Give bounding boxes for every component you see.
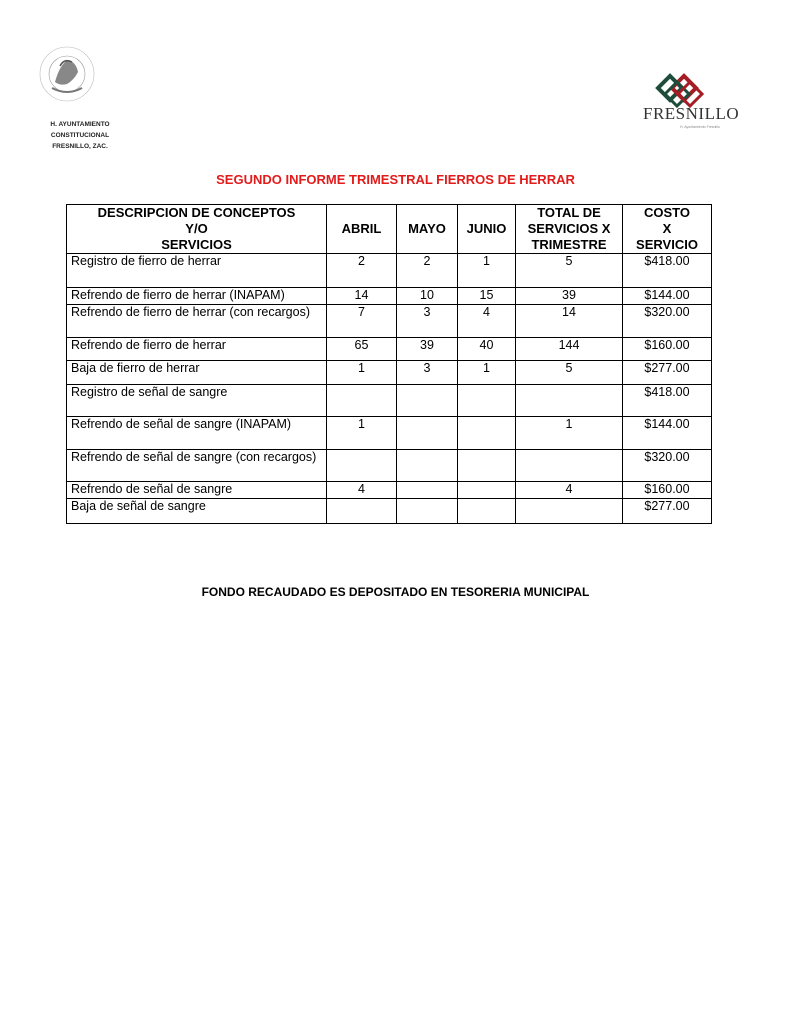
cell-abril: [327, 499, 397, 524]
cell-junio: 1: [458, 361, 516, 385]
cell-description: Registro de señal de sangre: [67, 385, 327, 417]
cell-abril: 7: [327, 305, 397, 338]
footer-note: FONDO RECAUDADO ES DEPOSITADO EN TESORERIA MUNICIPAL: [201, 585, 590, 599]
cell-description: Baja de fierro de herrar: [67, 361, 327, 385]
cell-mayo: [397, 417, 458, 450]
cell-abril: 1: [327, 417, 397, 450]
cell-description: Baja de señal de sangre: [67, 499, 327, 524]
header-abril: ABRIL: [327, 205, 397, 254]
table-row: [67, 499, 712, 524]
cell-junio: [458, 499, 516, 524]
cell-costo: $418.00: [623, 385, 712, 417]
organization-name: [30, 119, 130, 152]
report-title: SEGUNDO INFORME TRIMESTRAL FIERROS DE HERRAR: [216, 172, 575, 187]
cell-mayo: 10: [397, 288, 458, 305]
table-row: [67, 288, 712, 305]
cell-junio: 40: [458, 338, 516, 361]
table-row: [67, 417, 712, 450]
cell-abril: [327, 450, 397, 482]
cell-costo: $160.00: [623, 338, 712, 361]
cell-total: 1: [516, 417, 623, 450]
cell-junio: 4: [458, 305, 516, 338]
cell-junio: [458, 482, 516, 499]
cell-costo: $144.00: [623, 288, 712, 305]
logo-wordmark: FRESNILLO: [643, 104, 740, 123]
cell-description: Refrendo de señal de sangre (INAPAM): [67, 417, 327, 450]
cell-total: 5: [516, 254, 623, 288]
header-total: TOTAL DE SERVICIOS X TRIMESTRE: [516, 205, 623, 254]
cell-junio: 1: [458, 254, 516, 288]
cell-total: 4: [516, 482, 623, 499]
cell-costo: $320.00: [623, 305, 712, 338]
org-line: H. AYUNTAMIENTO: [50, 121, 110, 128]
cell-total: 144: [516, 338, 623, 361]
cell-description: Refrendo de señal de sangre: [67, 482, 327, 499]
cell-total: 14: [516, 305, 623, 338]
cell-abril: 2: [327, 254, 397, 288]
cell-abril: 14: [327, 288, 397, 305]
header-costo: COSTO X SERVICIO: [623, 205, 712, 254]
table-row: [67, 385, 712, 417]
table-row: [67, 450, 712, 482]
cell-total: [516, 499, 623, 524]
header-mayo: MAYO: [397, 205, 458, 254]
cell-total: [516, 450, 623, 482]
cell-costo: $320.00: [623, 450, 712, 482]
cell-junio: [458, 385, 516, 417]
cell-mayo: 3: [397, 361, 458, 385]
cell-mayo: [397, 499, 458, 524]
cell-mayo: [397, 385, 458, 417]
table-row: [67, 482, 712, 499]
cell-total: 5: [516, 361, 623, 385]
cell-description: Refrendo de fierro de herrar (INAPAM): [67, 288, 327, 305]
cell-costo: $418.00: [623, 254, 712, 288]
table-row: [67, 254, 712, 288]
table-header-row: [67, 205, 712, 254]
cell-mayo: 2: [397, 254, 458, 288]
cell-total: 39: [516, 288, 623, 305]
cell-junio: [458, 450, 516, 482]
cell-description: Refrendo de fierro de herrar (con recargos): [67, 305, 327, 338]
cell-mayo: 3: [397, 305, 458, 338]
org-line: CONSTITUCIONAL: [50, 132, 110, 139]
cell-abril: 1: [327, 361, 397, 385]
cell-description: Registro de fierro de herrar: [67, 254, 327, 288]
cell-abril: 65: [327, 338, 397, 361]
cell-costo: $277.00: [623, 499, 712, 524]
cell-abril: 4: [327, 482, 397, 499]
cell-costo: $160.00: [623, 482, 712, 499]
header-description: DESCRIPCION DE CONCEPTOS Y/O SERVICIOS: [67, 205, 327, 254]
header-junio: JUNIO: [458, 205, 516, 254]
cell-total: [516, 385, 623, 417]
table-row: [67, 305, 712, 338]
cell-abril: [327, 385, 397, 417]
table-row: [67, 361, 712, 385]
cell-junio: [458, 417, 516, 450]
logo-tagline: H. Ayuntamiento Fresnillo: [680, 125, 720, 129]
cell-mayo: [397, 482, 458, 499]
cell-costo: $144.00: [623, 417, 712, 450]
cell-description: Refrendo de señal de sangre (con recargos): [67, 450, 327, 482]
cell-costo: $277.00: [623, 361, 712, 385]
table-row: [67, 338, 712, 361]
national-seal-icon: [38, 44, 96, 112]
cell-description: Refrendo de fierro de herrar: [67, 338, 327, 361]
cell-mayo: [397, 450, 458, 482]
cell-mayo: 39: [397, 338, 458, 361]
services-table: [66, 204, 712, 524]
org-line: FRESNILLO, ZAC.: [52, 143, 108, 150]
cell-junio: 15: [458, 288, 516, 305]
